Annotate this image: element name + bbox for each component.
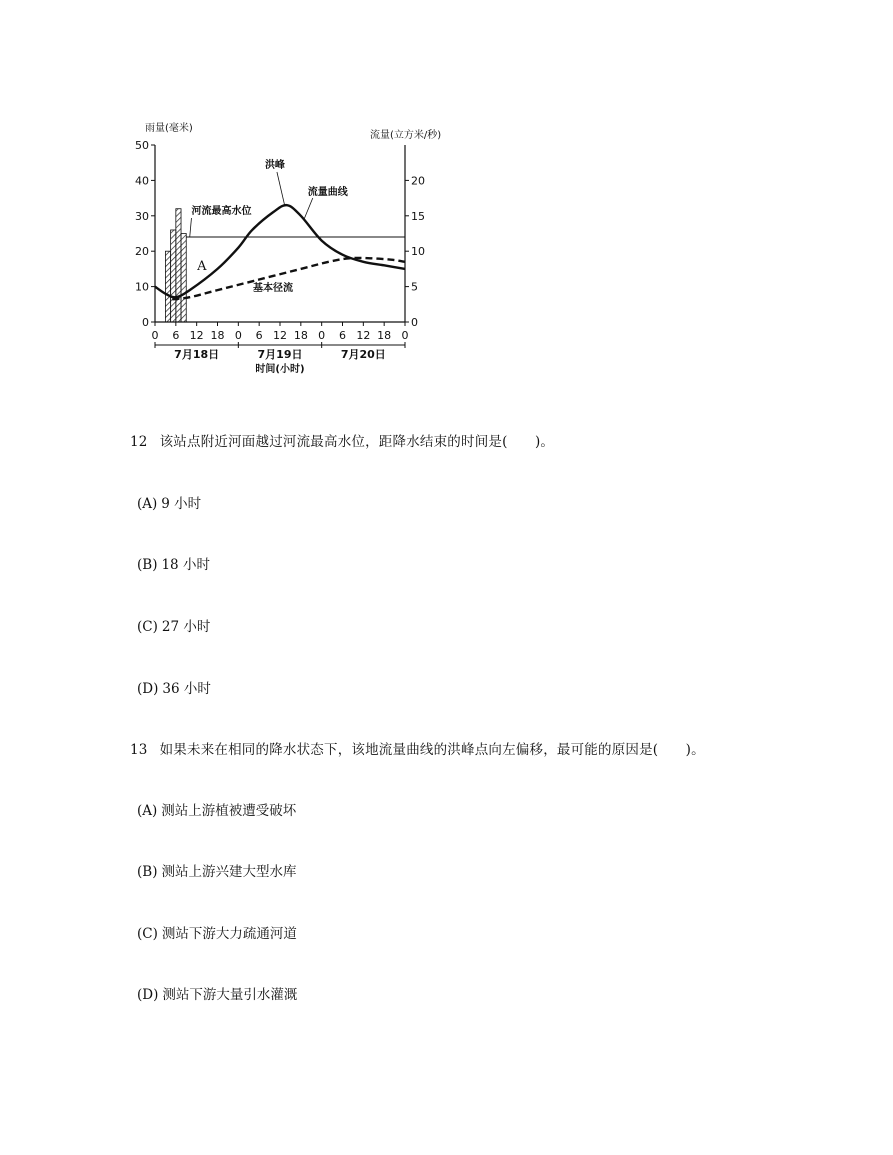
option-text: 测站上游植被遭受破坏 [161,803,297,819]
x-tick-label: 6 [172,329,180,342]
option-label: (B) [137,557,158,573]
left-tick-label: 20 [135,245,149,259]
option-12-b[interactable] [137,553,210,573]
x-day-label: 7月20日 [340,348,386,361]
option-label: (D) [137,987,159,1003]
option-text: 测站上游兴建大型水库 [161,864,297,880]
option-label: (A) [137,803,158,819]
question-text: 该站点附近河面越过河流最高水位，距降水结束的时间是( )。 [159,434,555,450]
left-tick-label: 0 [142,316,149,329]
x-tick-label: 18 [377,329,392,342]
option-text: 9 小时 [161,496,202,512]
question-12 [130,430,554,450]
right-tick-label: 0 [411,316,418,329]
option-label: (B) [137,864,158,880]
option-label: (C) [137,926,158,942]
option-12-a[interactable] [137,492,201,512]
option-13-a[interactable] [137,799,296,819]
x-tick-label: 6 [255,329,263,342]
x-tick-label: 0 [401,329,409,342]
question-number: 12 [130,434,148,450]
option-13-d[interactable] [137,983,297,1003]
option-label: (D) [137,681,159,697]
hydrograph-chart [130,115,442,385]
x-tick-label: 0 [234,329,242,342]
rainfall-bar [171,230,176,322]
rainfall-bar [181,234,186,323]
x-day-label: 7月18日 [174,348,220,361]
option-text: 测站下游大力疏通河道 [161,926,297,942]
rainfall-bar [176,209,181,322]
x-day-label: 7月19日 [257,348,303,361]
rainfall-bar [165,251,170,322]
left-axis-title: 雨量(毫米) [145,123,193,134]
option-13-b[interactable] [137,860,296,880]
x-axis-title: 时间(小时) [255,364,305,375]
x-tick-label: 18 [293,329,308,342]
left-tick-label: 40 [135,174,149,188]
x-tick-label: 0 [318,329,326,342]
option-12-c[interactable] [137,615,210,635]
x-tick-label: 6 [339,329,346,342]
question-number: 13 [130,742,148,758]
option-text: 18 小时 [161,557,210,573]
x-tick-label: 12 [189,329,204,342]
annotation-point-a: A [197,259,207,274]
right-tick-label: 10 [411,245,425,259]
right-tick-label: 15 [411,209,425,223]
annotation-highest-water-level: 河流最高水位 [191,206,252,217]
annotation-flood-peak: 洪峰 [264,160,285,171]
right-tick-label: 20 [411,174,425,188]
annotation-discharge-leader [304,198,312,219]
option-label: (C) [137,619,158,635]
annotation-flood-peak-leader [277,172,285,207]
annotation-highest-water-level-leader [190,218,192,237]
option-13-c[interactable] [137,922,297,942]
right-tick-label: 5 [411,280,418,294]
left-tick-label: 10 [135,280,149,294]
option-text: 测站下游大量引水灌溉 [162,987,298,1003]
annotation-base-runoff: 基本径流 [253,283,294,294]
x-tick-label: 12 [273,329,287,342]
x-tick-label: 12 [356,329,371,342]
x-tick-label: 18 [210,329,225,342]
annotation-discharge-curve: 流量曲线 [307,187,348,198]
option-text: 27 小时 [161,619,211,635]
right-axis-title: 流量(立方米/秒) [370,130,442,141]
hydrograph-figure [130,115,442,385]
option-text: 36 小时 [162,681,211,697]
left-tick-label: 50 [135,139,149,152]
option-12-d[interactable] [137,677,211,697]
x-tick-label: 0 [151,329,159,342]
question-13 [130,738,705,758]
left-tick-label: 30 [135,209,149,223]
option-label: (A) [137,496,158,512]
question-text: 如果未来在相同的降水状态下，该地流量曲线的洪峰点向左偏移，最可能的原因是( )。 [159,742,705,758]
